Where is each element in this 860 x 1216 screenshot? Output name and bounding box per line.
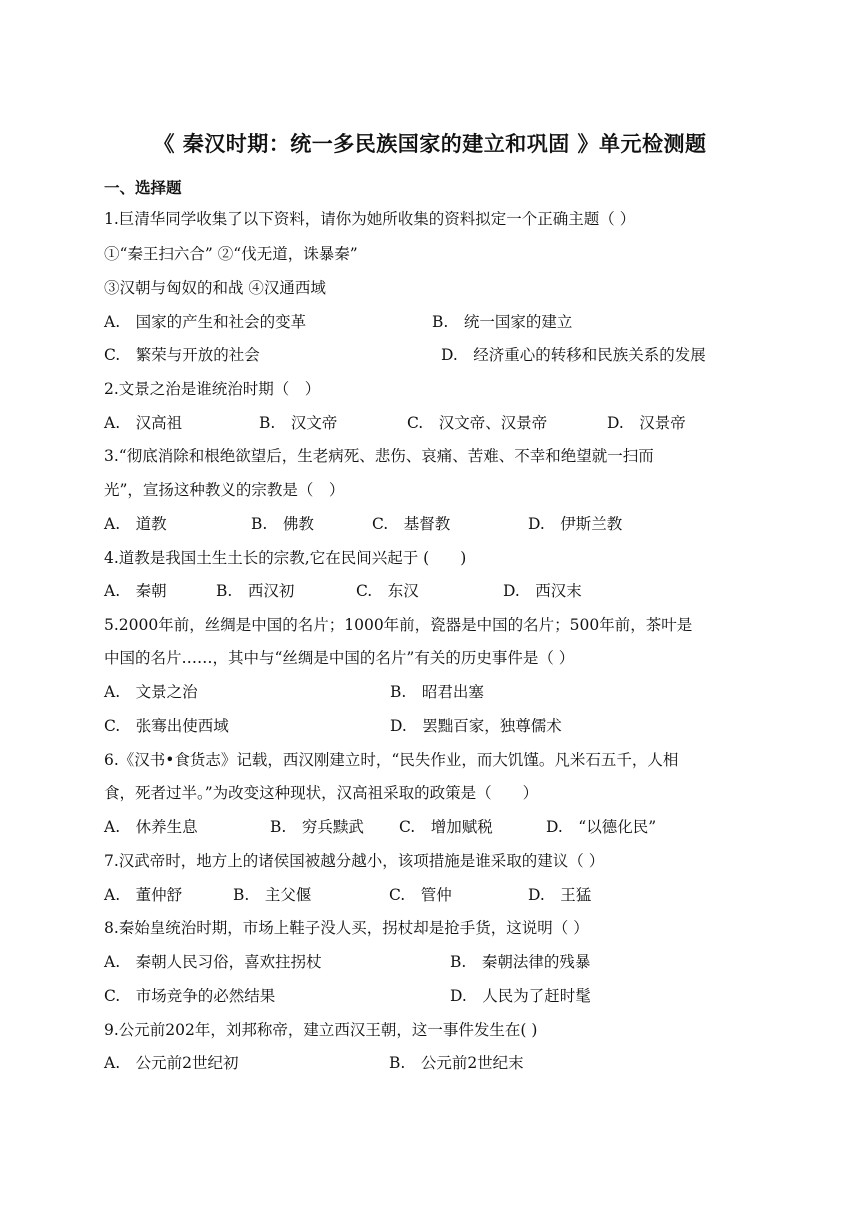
question-7-option-c: C. 管仲 — [389, 886, 452, 904]
question-3-text-1: 3.“彻底消除和根绝欲望后，生老病死、悲伤、哀痛、苦难、不幸和绝望就一扫而 — [104, 447, 654, 465]
question-8-text: 8.秦始皇统治时期，市场上鞋子没人买，拐杖却是抢手货，这说明（ ） — [104, 919, 589, 937]
question-5-option-a: A. 文景之治 — [104, 683, 198, 701]
question-6-option-b: B. 穷兵黩武 — [270, 818, 364, 836]
question-3-option-d: D. 伊斯兰教 — [528, 515, 623, 533]
question-2-option-b: B. 汉文帝 — [259, 414, 338, 432]
section-heading: 一、选择题 — [104, 179, 182, 197]
question-2-text: 2.文景之治是谁统治时期（ ） — [104, 380, 321, 398]
question-9-option-a: A. 公元前2世纪初 — [104, 1054, 239, 1072]
question-1-material-1: ①“秦王扫六合” ②“伐无道，诛暴秦” — [104, 245, 358, 263]
question-3-option-c: C. 基督教 — [372, 515, 451, 533]
question-2-option-a: A. 汉高祖 — [104, 414, 183, 432]
question-4-option-a: A. 秦朝 — [104, 582, 167, 600]
question-3-text-2: 光”，宣扬这种教义的宗教是（ ） — [104, 481, 345, 499]
question-8-option-a: A. 秦朝人民习俗，喜欢拄拐杖 — [104, 953, 322, 971]
question-6-option-d: D. “以德化民” — [546, 818, 657, 836]
question-7-option-b: B. 主父偃 — [233, 886, 312, 904]
question-4-option-c: C. 东汉 — [356, 582, 419, 600]
question-8-option-d: D. 人民为了赶时髦 — [450, 987, 591, 1005]
question-1-option-c: C. 繁荣与开放的社会 — [104, 346, 260, 364]
question-2-option-c: C. 汉文帝、汉景帝 — [407, 414, 548, 432]
question-9-text: 9.公元前202年，刘邦称帝，建立西汉王朝，这一事件发生在( ) — [104, 1021, 538, 1039]
question-5-option-c: C. 张骞出使西域 — [104, 717, 229, 735]
question-6-option-a: A. 休养生息 — [104, 818, 198, 836]
question-5-text-1: 5.2000年前，丝绸是中国的名片；1000年前，瓷器是中国的名片；500年前，茶叶是 — [104, 616, 693, 634]
question-5-option-d: D. 罢黜百家，独尊儒术 — [390, 717, 562, 735]
question-7-text: 7.汉武帝时，地方上的诸侯国被越分越小，该项措施是谁采取的建议（ ） — [104, 852, 605, 870]
question-1-option-a: A. 国家的产生和社会的变革 — [104, 313, 307, 331]
question-6-option-c: C. 增加赋税 — [399, 818, 493, 836]
question-1-material-2: ③汉朝与匈奴的和战 ④汉通西域 — [104, 279, 326, 297]
page-title: 《 秦汉时期：统一多民族国家的建立和巩固 》单元检测题 — [153, 132, 707, 156]
question-2-option-d: D. 汉景帝 — [607, 414, 686, 432]
question-8-option-b: B. 秦朝法律的残暴 — [450, 953, 591, 971]
question-1-option-d: D. 经济重心的转移和民族关系的发展 — [441, 346, 706, 364]
question-9-option-b: B. 公元前2世纪末 — [389, 1054, 524, 1072]
question-4-option-d: D. 西汉末 — [503, 582, 582, 600]
question-3-option-a: A. 道教 — [104, 515, 167, 533]
question-7-option-d: D. 王猛 — [528, 886, 592, 904]
question-4-text: 4.道教是我国土生土长的宗教,它在民间兴起于 ( ) — [104, 549, 467, 567]
question-5-option-b: B. 昭君出塞 — [390, 683, 484, 701]
question-6-text-2: 食，死者过半。”为改变这种现状，汉高祖采取的政策是（ ） — [104, 784, 539, 802]
question-8-option-c: C. 市场竞争的必然结果 — [104, 987, 276, 1005]
question-7-option-a: A. 董仲舒 — [104, 886, 183, 904]
question-4-option-b: B. 西汉初 — [216, 582, 295, 600]
question-6-text-1: 6.《汉书•食货志》记载，西汉刚建立时，“民失作业，而大饥馑。凡米石五千，人相 — [104, 751, 679, 769]
question-1-text: 1.巨清华同学收集了以下资料，请你为她所收集的资料拟定一个正确主题（ ） — [104, 210, 636, 228]
question-5-text-2: 中国的名片……，其中与“丝绸是中国的名片”有关的历史事件是（ ） — [104, 649, 575, 667]
question-1-option-b: B. 统一国家的建立 — [432, 313, 573, 331]
question-3-option-b: B. 佛教 — [251, 515, 314, 533]
